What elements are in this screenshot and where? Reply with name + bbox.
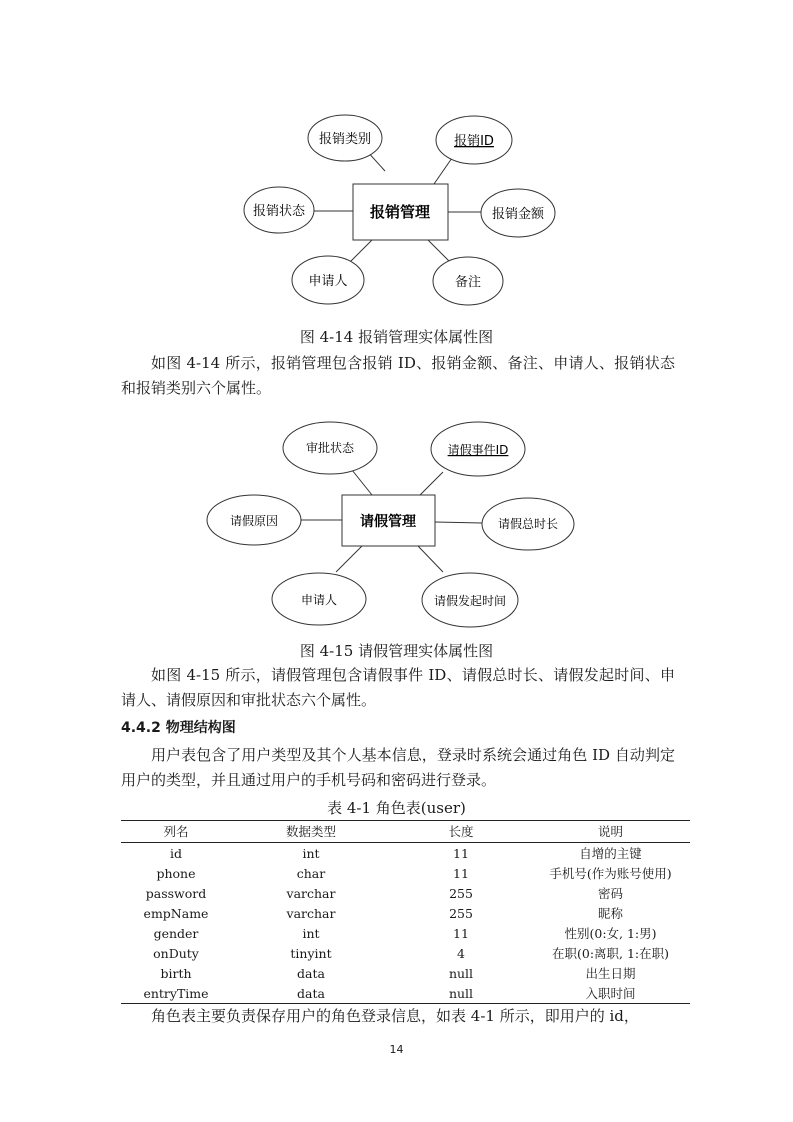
table-cell: null <box>448 965 474 981</box>
table-cell: birth <box>160 965 192 981</box>
table-cell: 255 <box>449 905 473 921</box>
table-cell: data <box>231 983 391 1004</box>
attribute-label: 请假总时长 <box>497 517 559 531</box>
entity-label: 请假管理 <box>360 514 416 530</box>
table-cell: 手机号(作为账号使用) <box>549 866 672 881</box>
table-cell: int <box>302 925 320 941</box>
table-cell: 4 <box>457 945 465 961</box>
table-cell: data <box>297 965 325 981</box>
role-table <box>121 820 690 1004</box>
table-cell: 昵称 <box>597 906 623 921</box>
table-cell: 在职(0:离职, 1:在职) <box>551 946 670 961</box>
attribute-label: 申请人 <box>300 593 338 607</box>
page-number: 14 <box>389 1043 404 1056</box>
attribute-label-key: 报销ID <box>454 134 494 149</box>
attribute-label: 报销金额 <box>491 207 545 222</box>
er-diagram-reimbursement <box>0 0 793 320</box>
table-cell: 11 <box>453 925 469 941</box>
table-cell: gender <box>153 925 199 941</box>
table-cell: 11 <box>453 845 469 861</box>
paragraph: 如图 4-15 所示，请假管理包含请假事件 ID、请假总时长、请假发起时间、申请人、请假原因和审批状态六个属性。 <box>121 666 675 709</box>
table-row <box>121 923 690 943</box>
table-cell: phone <box>156 865 196 881</box>
table-cell: entryTime <box>121 983 231 1004</box>
table-cell: onDuty <box>153 945 199 961</box>
table-cell: 入职时间 <box>531 983 690 1004</box>
attribute-label: 申请人 <box>308 274 348 289</box>
table-row <box>121 843 690 864</box>
attribute-label: 备注 <box>454 275 482 290</box>
table-row <box>121 863 690 883</box>
paragraph: 用户表包含了用户类型及其个人基本信息，登录时系统会通过角色 ID 自动判定用户的类型，并且通过用户的手机号码和密码进行登录。 <box>121 746 675 789</box>
er-diagram-leave <box>0 410 793 640</box>
table-cell: char <box>296 865 326 881</box>
figure-caption: 图 4-14 报销管理实体属性图 <box>299 328 494 346</box>
table-cell: tinyint <box>290 945 332 961</box>
attribute-label: 审批状态 <box>305 441 355 455</box>
table-cell: 自增的主键 <box>579 846 642 861</box>
table-row <box>121 983 690 1004</box>
paragraph: 如图 4-14 所示，报销管理包含报销 ID、报销金额、备注、申请人、报销状态和报销类别六个属性。 <box>121 354 675 397</box>
column-header: 数据类型 <box>231 821 391 843</box>
attribute-label: 请假原因 <box>229 514 279 528</box>
figure-caption: 图 4-15 请假管理实体属性图 <box>299 642 494 660</box>
entity-label: 报销管理 <box>369 203 431 221</box>
section-heading: 4.4.2 物理结构图 <box>121 720 236 736</box>
table-row <box>121 903 690 923</box>
table-row <box>121 943 690 963</box>
table-cell: 255 <box>449 885 473 901</box>
table-cell: 性别(0:女, 1:男) <box>564 926 657 941</box>
attribute-label: 请假发起时间 <box>433 594 507 608</box>
table-cell: 出生日期 <box>585 966 636 981</box>
table-cell: empName <box>143 905 209 921</box>
table-cell: password <box>145 885 207 901</box>
table-cell: null <box>391 983 531 1004</box>
table-cell: 密码 <box>597 886 623 901</box>
table-cell: varchar <box>286 885 336 901</box>
column-header: 列名 <box>121 821 231 843</box>
table-header-row <box>121 821 690 843</box>
attribute-label-key: 请假事件ID <box>447 443 509 457</box>
column-header: 说明 <box>531 821 690 843</box>
column-header: 长度 <box>391 821 531 843</box>
attribute-label: 报销类别 <box>318 132 372 147</box>
table-row <box>121 963 690 983</box>
table-row <box>121 883 690 903</box>
table-cell: varchar <box>286 905 336 921</box>
table-cell: 11 <box>453 865 469 881</box>
table-caption: 表 4-1 角色表(user) <box>327 799 466 817</box>
attribute-label: 报销状态 <box>252 204 306 219</box>
paragraph: 角色表主要负责保存用户的角色登录信息，如表 4-1 所示，即用户的 id， <box>151 1007 639 1025</box>
table-cell: id <box>170 845 182 861</box>
table-cell: int <box>302 845 320 861</box>
